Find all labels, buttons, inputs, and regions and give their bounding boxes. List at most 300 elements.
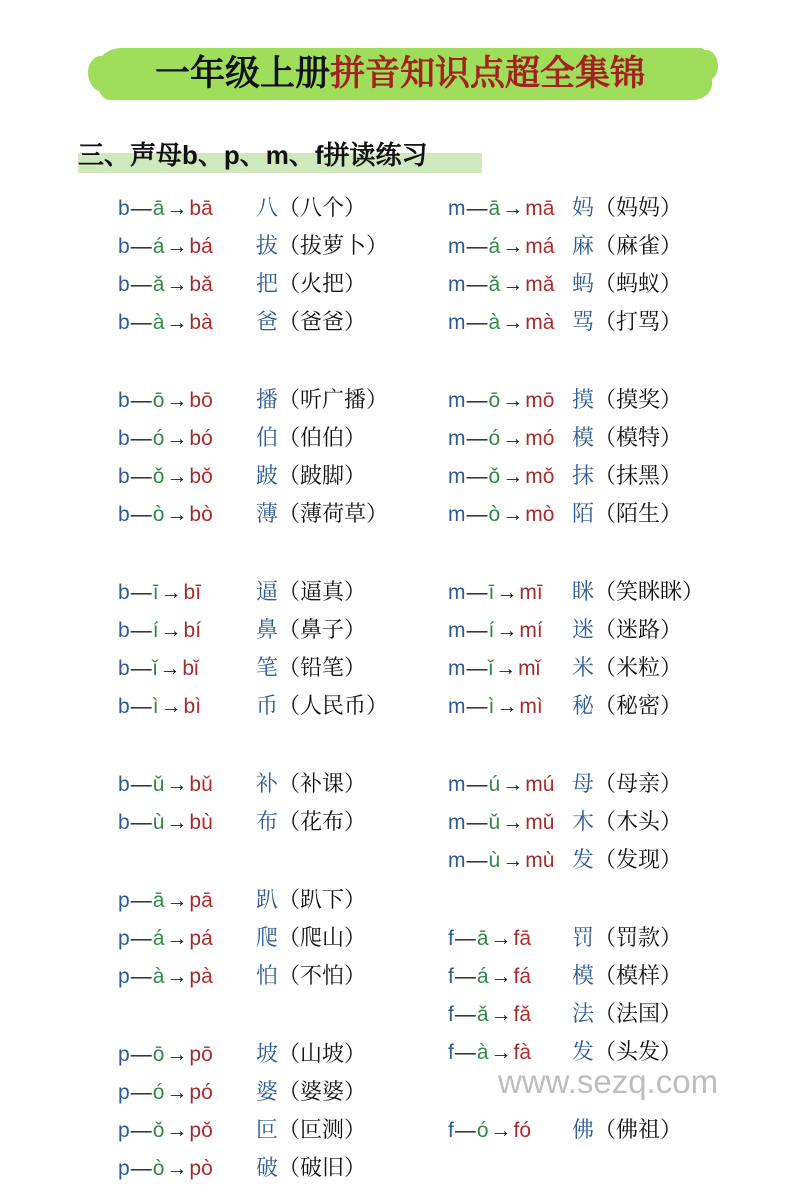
example-character: 米 — [572, 656, 595, 681]
pinyin-formula — [118, 1150, 256, 1188]
formula-syllable — [189, 228, 212, 266]
formula-vowel: ò — [488, 503, 501, 526]
formula-vowel: ó — [488, 427, 501, 450]
example-word: （鼻子） — [278, 618, 367, 643]
syllable-final: ó — [201, 1081, 213, 1104]
pinyin-formula — [448, 996, 572, 1034]
formula-initial: m — [448, 619, 466, 642]
pinyin-formula — [448, 920, 572, 958]
formula-vowel: ā — [152, 197, 165, 220]
syllable-final: ò — [542, 503, 555, 526]
syllable-final: à — [201, 965, 213, 988]
example-text — [572, 920, 682, 958]
example-text — [572, 190, 682, 228]
example-character: 伯 — [256, 426, 279, 451]
formula-syllable — [525, 266, 554, 304]
syllable-initial: m — [525, 273, 543, 296]
example-word: （叵测） — [278, 1118, 367, 1143]
syllable-initial: b — [189, 427, 202, 450]
example-text — [572, 688, 682, 726]
formula-arrow-icon: → — [502, 311, 524, 334]
formula-vowel: ó — [476, 1119, 489, 1142]
example-character: 佛 — [572, 1118, 595, 1143]
b-a-group — [118, 190, 418, 342]
example-word: （法国） — [594, 1002, 683, 1027]
formula-arrow-icon: → — [160, 619, 182, 642]
example-word: （火把） — [278, 272, 367, 297]
syllable-initial: f — [513, 1003, 520, 1026]
pinyin-row — [448, 958, 748, 996]
formula-initial: b — [118, 695, 130, 718]
example-text — [572, 458, 682, 496]
syllable-final: ī — [195, 581, 202, 604]
formula-dash: — — [454, 1041, 476, 1064]
pinyin-formula — [118, 1112, 256, 1150]
formula-vowel: ā — [488, 197, 501, 220]
formula-initial: f — [448, 965, 454, 988]
syllable-final: ī — [536, 581, 543, 604]
syllable-initial: m — [525, 503, 543, 526]
pinyin-row — [448, 996, 748, 1034]
formula-vowel: ō — [152, 1043, 165, 1066]
pinyin-formula — [118, 574, 256, 612]
formula-dash: — — [130, 773, 152, 796]
formula-arrow-icon: → — [166, 1081, 188, 1104]
formula-initial: p — [118, 965, 130, 988]
formula-arrow-icon: → — [160, 695, 182, 718]
pinyin-formula — [118, 958, 256, 996]
example-character: 摸 — [572, 388, 595, 413]
pinyin-row — [118, 920, 418, 958]
example-character: 拔 — [256, 234, 279, 259]
syllable-final: ǒ — [542, 465, 555, 488]
example-character: 薄 — [256, 502, 279, 527]
syllable-final: ó — [201, 427, 213, 450]
example-character: 跛 — [256, 464, 279, 489]
formula-dash: — — [130, 581, 152, 604]
formula-vowel: ǐ — [152, 657, 158, 680]
formula-vowel: ǒ — [152, 1119, 165, 1142]
syllable-initial: b — [183, 695, 196, 718]
formula-vowel: í — [488, 619, 495, 642]
example-character: 爬 — [256, 926, 279, 951]
m-o-group — [448, 382, 748, 534]
formula-vowel: ǒ — [152, 465, 165, 488]
formula-dash: — — [466, 695, 488, 718]
formula-arrow-icon: → — [166, 311, 188, 334]
formula-syllable — [519, 612, 542, 650]
formula-syllable — [514, 920, 532, 958]
pinyin-formula — [118, 882, 256, 920]
formula-vowel: ò — [152, 1157, 165, 1180]
pinyin-formula — [118, 612, 256, 650]
formula-syllable — [189, 1150, 212, 1188]
formula-vowel: á — [488, 235, 501, 258]
example-text — [256, 882, 366, 920]
syllable-final: ā — [519, 927, 532, 950]
syllable-final: à — [201, 311, 213, 334]
formula-vowel: à — [488, 311, 501, 334]
syllable-initial: p — [189, 1043, 202, 1066]
syllable-initial: b — [189, 503, 202, 526]
formula-arrow-icon: → — [490, 1041, 512, 1064]
syllable-final: ǔ — [201, 773, 213, 796]
formula-arrow-icon: → — [166, 889, 188, 912]
syllable-final: á — [519, 965, 532, 988]
example-word: （婆婆） — [278, 1080, 367, 1105]
pinyin-row — [118, 496, 418, 534]
pinyin-formula — [448, 650, 572, 688]
example-text — [256, 304, 366, 342]
formula-initial: b — [118, 811, 130, 834]
formula-vowel: ǔ — [152, 773, 165, 796]
pinyin-row — [448, 266, 748, 304]
formula-vowel: ī — [488, 581, 495, 604]
example-character: 骂 — [572, 310, 595, 335]
syllable-final: í — [536, 619, 543, 642]
formula-arrow-icon: → — [490, 965, 512, 988]
example-character: 母 — [572, 772, 595, 797]
pinyin-row — [118, 688, 418, 726]
p-a-group — [118, 882, 418, 996]
example-word: （伯伯） — [278, 426, 367, 451]
syllable-initial: b — [189, 811, 202, 834]
example-word: （木头） — [594, 810, 683, 835]
example-character: 怕 — [256, 964, 279, 989]
example-character: 法 — [572, 1002, 595, 1027]
pinyin-formula — [118, 228, 256, 266]
formula-initial: m — [448, 311, 466, 334]
m-i-group — [448, 574, 748, 726]
syllable-initial: m — [525, 311, 543, 334]
syllable-final: ǎ — [519, 1003, 532, 1026]
pinyin-row — [118, 228, 418, 266]
pinyin-row — [118, 266, 418, 304]
example-text — [256, 1112, 366, 1150]
syllable-initial: p — [189, 1081, 202, 1104]
syllable-initial: b — [189, 465, 202, 488]
formula-initial: f — [448, 927, 454, 950]
pinyin-formula — [448, 612, 572, 650]
pinyin-row — [448, 688, 748, 726]
example-text — [572, 574, 704, 612]
example-character: 抹 — [572, 464, 595, 489]
syllable-final: á — [201, 927, 213, 950]
formula-syllable — [525, 228, 554, 266]
formula-syllable — [514, 996, 532, 1034]
syllable-final: ā — [201, 197, 213, 220]
formula-syllable — [189, 382, 212, 420]
example-character: 布 — [256, 810, 279, 835]
syllable-initial: m — [519, 581, 537, 604]
b-i-group — [118, 574, 418, 726]
formula-dash: — — [466, 273, 488, 296]
formula-dash: — — [130, 889, 152, 912]
page-title-banner — [0, 44, 800, 106]
formula-vowel: í — [152, 619, 159, 642]
syllable-final: ǎ — [201, 273, 213, 296]
formula-dash: — — [466, 773, 488, 796]
formula-initial: m — [448, 581, 466, 604]
syllable-final: ǔ — [542, 811, 555, 834]
formula-arrow-icon: → — [166, 1043, 188, 1066]
formula-initial: m — [448, 427, 466, 450]
syllable-final: ù — [201, 811, 213, 834]
formula-initial: b — [118, 273, 130, 296]
formula-arrow-icon: → — [166, 235, 188, 258]
formula-arrow-icon: → — [490, 1003, 512, 1026]
syllable-initial: m — [525, 773, 543, 796]
formula-syllable — [525, 190, 554, 228]
formula-dash: — — [130, 965, 152, 988]
example-word: （花布） — [278, 810, 367, 835]
formula-syllable — [189, 420, 212, 458]
syllable-initial: b — [189, 311, 202, 334]
pinyin-formula — [448, 382, 572, 420]
formula-syllable — [525, 382, 554, 420]
pinyin-formula — [448, 304, 572, 342]
formula-dash: — — [130, 235, 152, 258]
syllable-initial: p — [189, 1119, 202, 1142]
formula-syllable — [189, 266, 212, 304]
formula-arrow-icon: → — [496, 695, 518, 718]
example-text — [572, 420, 682, 458]
example-word: （趴下） — [278, 888, 367, 913]
example-word: （笑眯眯） — [594, 580, 705, 605]
syllable-final: ì — [536, 695, 543, 718]
formula-arrow-icon: → — [166, 427, 188, 450]
pinyin-row — [118, 382, 418, 420]
syllable-initial: m — [525, 197, 543, 220]
syllable-initial: b — [182, 657, 195, 680]
pinyin-formula — [448, 804, 572, 842]
formula-vowel: ǎ — [488, 273, 501, 296]
formula-dash: — — [454, 1119, 476, 1142]
example-word: （逼真） — [278, 580, 367, 605]
formula-initial: f — [448, 1041, 454, 1064]
formula-arrow-icon: → — [166, 965, 188, 988]
example-word: （薄荷草） — [278, 502, 389, 527]
pinyin-row — [118, 574, 418, 612]
example-word: （补课） — [278, 772, 367, 797]
syllable-final: à — [542, 311, 555, 334]
formula-initial: b — [118, 503, 130, 526]
example-text — [256, 650, 366, 688]
formula-syllable — [189, 1074, 212, 1112]
pinyin-row — [118, 304, 418, 342]
pinyin-formula — [448, 842, 572, 880]
formula-vowel: ù — [152, 811, 165, 834]
pinyin-row — [118, 882, 418, 920]
example-text — [572, 804, 682, 842]
formula-vowel: à — [476, 1041, 489, 1064]
formula-vowel: ó — [152, 427, 165, 450]
syllable-final: ì — [195, 695, 202, 718]
pinyin-formula — [118, 420, 256, 458]
formula-vowel: ǐ — [488, 657, 494, 680]
example-word: （人民币） — [278, 694, 389, 719]
formula-syllable — [514, 958, 532, 996]
syllable-final: í — [195, 619, 202, 642]
example-text — [256, 190, 366, 228]
pinyin-row — [448, 650, 748, 688]
syllable-initial: b — [183, 619, 196, 642]
pinyin-row — [118, 766, 418, 804]
formula-arrow-icon: → — [502, 273, 524, 296]
formula-arrow-icon: → — [502, 503, 524, 526]
formula-syllable — [189, 458, 212, 496]
example-text — [572, 304, 682, 342]
formula-initial: p — [118, 1043, 130, 1066]
example-word: （山坡） — [278, 1042, 367, 1067]
formula-dash: — — [454, 927, 476, 950]
formula-dash: — — [466, 657, 488, 680]
pinyin-formula — [448, 266, 572, 304]
example-character: 发 — [572, 1040, 595, 1065]
formula-vowel: ō — [488, 389, 501, 412]
pinyin-formula — [448, 420, 572, 458]
formula-dash: — — [466, 581, 488, 604]
formula-syllable — [525, 804, 554, 842]
example-word: （佛祖） — [594, 1118, 683, 1143]
syllable-initial: b — [189, 773, 202, 796]
example-word: （爬山） — [278, 926, 367, 951]
example-character: 蚂 — [572, 272, 595, 297]
pinyin-formula — [448, 688, 572, 726]
pinyin-row — [448, 458, 748, 496]
formula-vowel: ī — [152, 581, 159, 604]
example-character: 发 — [572, 848, 595, 873]
formula-initial: p — [118, 1157, 130, 1180]
right-column — [448, 190, 748, 1150]
formula-dash: — — [130, 619, 152, 642]
syllable-initial: f — [513, 927, 520, 950]
formula-syllable — [525, 496, 554, 534]
formula-initial: m — [448, 811, 466, 834]
syllable-final: ō — [542, 389, 555, 412]
example-word: （抹黑） — [594, 464, 683, 489]
formula-initial: b — [118, 619, 130, 642]
pinyin-formula — [448, 190, 572, 228]
example-character: 模 — [572, 426, 595, 451]
example-word: （秘密） — [594, 694, 683, 719]
pinyin-row — [448, 842, 748, 880]
f-o-group — [448, 1112, 748, 1150]
formula-dash: — — [466, 427, 488, 450]
example-word: （米粒） — [594, 656, 683, 681]
formula-vowel: á — [152, 927, 165, 950]
formula-arrow-icon: → — [502, 235, 524, 258]
formula-initial: m — [448, 695, 466, 718]
formula-initial: b — [118, 197, 130, 220]
formula-syllable — [189, 190, 212, 228]
formula-arrow-icon: → — [502, 389, 524, 412]
b-u-group — [118, 766, 418, 842]
formula-dash: — — [130, 811, 152, 834]
example-text — [256, 1074, 366, 1112]
formula-vowel: ó — [152, 1081, 165, 1104]
formula-syllable — [182, 650, 198, 688]
example-character: 爸 — [256, 310, 279, 335]
syllable-final: á — [542, 235, 555, 258]
formula-dash: — — [466, 619, 488, 642]
syllable-final: ǎ — [542, 273, 555, 296]
syllable-final: ā — [542, 197, 555, 220]
example-character: 妈 — [572, 196, 595, 221]
example-word: （听广播） — [278, 388, 389, 413]
formula-arrow-icon: → — [496, 581, 518, 604]
example-character: 笔 — [256, 656, 279, 681]
example-character: 破 — [256, 1156, 279, 1181]
formula-arrow-icon: → — [490, 927, 512, 950]
example-word: （打骂） — [594, 310, 683, 335]
pinyin-row — [118, 190, 418, 228]
example-character: 迷 — [572, 618, 595, 643]
formula-arrow-icon: → — [496, 619, 518, 642]
syllable-final: ú — [542, 773, 555, 796]
pinyin-formula — [118, 458, 256, 496]
formula-dash: — — [466, 389, 488, 412]
formula-syllable — [518, 650, 540, 688]
syllable-initial: b — [189, 235, 202, 258]
example-text — [256, 574, 366, 612]
formula-dash: — — [130, 311, 152, 334]
example-word: （拔萝卜） — [278, 234, 389, 259]
pinyin-formula — [448, 458, 572, 496]
syllable-initial: f — [513, 1041, 520, 1064]
example-text — [572, 842, 682, 880]
pinyin-row — [118, 1112, 418, 1150]
formula-initial: m — [448, 503, 466, 526]
site-watermark: www.sezq.com — [498, 1063, 719, 1100]
pinyin-row — [448, 920, 748, 958]
formula-arrow-icon: → — [159, 657, 181, 680]
formula-initial: f — [448, 1003, 454, 1026]
formula-vowel: á — [152, 235, 165, 258]
example-word: （麻雀） — [594, 234, 683, 259]
formula-vowel: ǒ — [488, 465, 501, 488]
syllable-final: á — [201, 235, 213, 258]
pinyin-row — [118, 804, 418, 842]
formula-dash: — — [130, 503, 152, 526]
pinyin-row — [448, 574, 748, 612]
p-o-group — [118, 1036, 418, 1188]
pinyin-row — [118, 958, 418, 996]
pinyin-formula — [118, 650, 256, 688]
formula-initial: m — [448, 657, 466, 680]
formula-arrow-icon: → — [490, 1119, 512, 1142]
formula-arrow-icon: → — [166, 465, 188, 488]
example-word: （铅笔） — [278, 656, 367, 681]
pinyin-formula — [448, 1112, 572, 1150]
formula-dash: — — [130, 389, 152, 412]
example-text — [256, 1150, 366, 1188]
formula-arrow-icon: → — [502, 465, 524, 488]
pinyin-row — [448, 228, 748, 266]
formula-dash: — — [466, 311, 488, 334]
formula-arrow-icon: → — [166, 389, 188, 412]
pinyin-row — [448, 382, 748, 420]
formula-initial: m — [448, 273, 466, 296]
example-word: （八个） — [278, 196, 367, 221]
formula-vowel: ù — [488, 849, 501, 872]
pinyin-formula — [118, 266, 256, 304]
formula-arrow-icon: → — [166, 927, 188, 950]
example-text — [572, 996, 682, 1034]
example-word: （陌生） — [594, 502, 683, 527]
formula-dash: — — [130, 197, 152, 220]
example-character: 播 — [256, 388, 279, 413]
